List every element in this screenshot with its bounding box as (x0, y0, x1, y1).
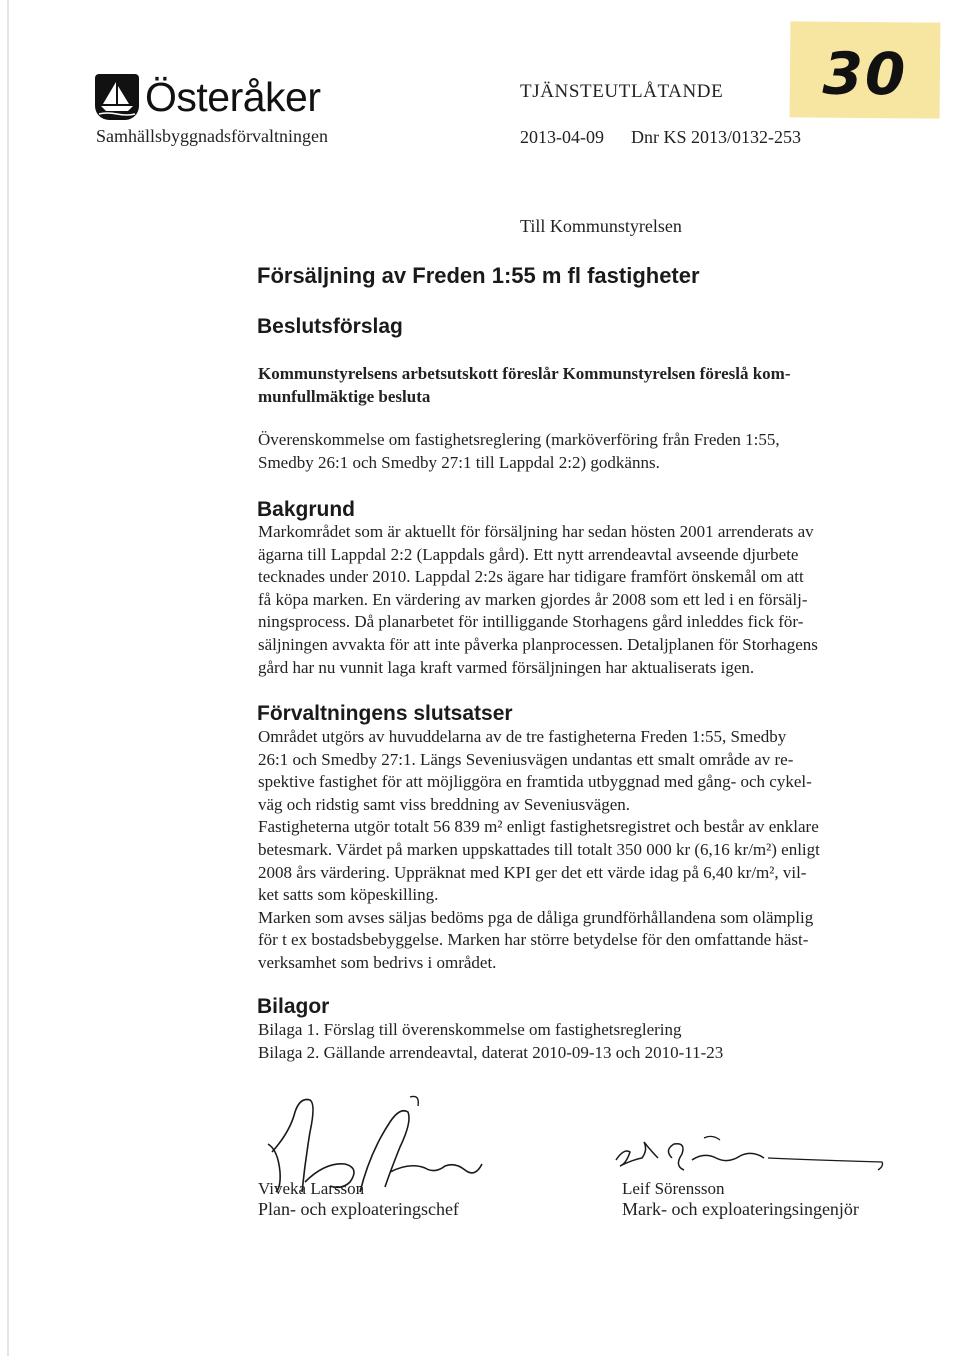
organization-name: Samhällsbyggnadsförvaltningen (96, 126, 328, 146)
text-line: Området utgörs av huvuddelarna av de tre fastigheterna Freden 1:55, Smedby (258, 727, 787, 746)
attachment-item: Bilaga 1. Förslag till överenskommelse om fastighetsreglering (258, 1020, 682, 1039)
text-line: spektive fastighet för att möjliggöra en framtida utbyggnad med gång- och cykel- (258, 772, 812, 792)
text-line: tecknades under 2010. Lappdal 2:2s ägare har tidigare framfört önskemål om att (258, 567, 804, 587)
logo-wordmark: Österåker (145, 74, 321, 120)
attachment-item: Bilaga 2. Gällande arrendeavtal, daterat 2010-09-13 och 2010-11-23 (258, 1042, 724, 1062)
document-date: 2013-04-09 (520, 127, 604, 147)
text-line: få köpa marken. En värdering av marken gjordes år 2008 som ett led i en försälj- (258, 589, 808, 609)
heading-slutsatser: Förvaltningens slutsatser (257, 702, 513, 725)
text-line: Marken som avses säljas bedöms pga de dåliga grundförhållandena som olämplig (258, 907, 814, 927)
text-line: munfullmäktige besluta (258, 386, 431, 406)
proposal-lead (258, 363, 898, 408)
sticky-note (790, 21, 941, 118)
signatory-role-left: Plan- och exploateringschef (258, 1199, 459, 1219)
signatory-name-right: Leif Sörensson (622, 1179, 725, 1198)
diary-number: Dnr KS 2013/0132-253 (631, 127, 801, 147)
text-line: ägarna till Lappdal 2:2 (Lappdals gård). Ett nytt arrendeavtal avseende djurbete (258, 544, 799, 564)
signatory-role-right: Mark- och exploateringsingenjör (622, 1199, 859, 1219)
text-line: säljningen avvakta för att inte påverka planprocessen. Detaljplanen för Storhagens (258, 634, 818, 654)
text-line: ningsprocess. Då planarbetet för intilliggande Storhagens gård inleddes fick för- (258, 612, 804, 632)
document-type: TJÄNSTEUTLÅTANDE (520, 81, 724, 102)
text-line: Överenskommelse om fastighetsreglering (marköverföring från Freden 1:55, (258, 430, 780, 449)
text-line: Fastigheterna utgör totalt 56 839 m² enligt fastighetsregistret och består av enklare (258, 817, 819, 837)
text-line: 2008 års värdering. Uppräknat med KPI ger det ett värde idag på 6,40 kr/m², vil- (258, 862, 807, 882)
heading-bakgrund: Bakgrund (257, 498, 356, 521)
recipient-line: Till Kommunstyrelsen (520, 216, 682, 236)
municipality-logo (95, 74, 321, 120)
text-line: betesmark. Värdet på marken uppskattades till totalt 350 000 kr (6,16 kr/m²) enligt (258, 839, 820, 859)
text-line: Smedby 26:1 och Smedby 27:1 till Lappdal 2:2) godkänns. (258, 452, 660, 472)
text-line: Kommunstyrelsens arbetsutskott föreslår Kommunstyrelsen föreslå kom- (258, 364, 791, 383)
bakgrund-paragraph (258, 521, 898, 679)
text-line: 26:1 och Smedby 27:1. Längs Seveniusvägen undantas ett smalt område av re- (258, 749, 794, 769)
document-title: Försäljning av Freden 1:55 m fl fastigheter (257, 263, 700, 288)
text-line: verksamhet som bedrivs i området. (258, 952, 497, 972)
sailboat-emblem-icon (95, 74, 139, 120)
sticky-note-number: 30 (822, 39, 908, 109)
text-line: Markområdet som är aktuellt för försäljning har sedan hösten 2001 arrenderats av (258, 522, 814, 541)
signatory-name-left: Viveka Larsson (258, 1179, 365, 1198)
bilagor-list (258, 1019, 898, 1064)
heading-bilagor: Bilagor (257, 995, 330, 1018)
proposal-body (258, 429, 898, 474)
scan-edge-line (7, 0, 9, 1356)
slutsatser-paragraph (258, 726, 898, 975)
text-line: gård har nu vunnit laga kraft varmed försäljningen har aktualiserats igen. (258, 657, 755, 677)
handwritten-signature-right (612, 1130, 892, 1185)
heading-beslutsforslag: Beslutsförslag (257, 315, 403, 338)
text-line: väg och ridstig samt viss breddning av Seveniusvägen. (258, 794, 631, 814)
text-line: ket satts som köpeskilling. (258, 885, 439, 905)
text-line: för t ex bostadsbebyggelse. Marken har större betydelse för den omfattande häst- (258, 930, 809, 950)
